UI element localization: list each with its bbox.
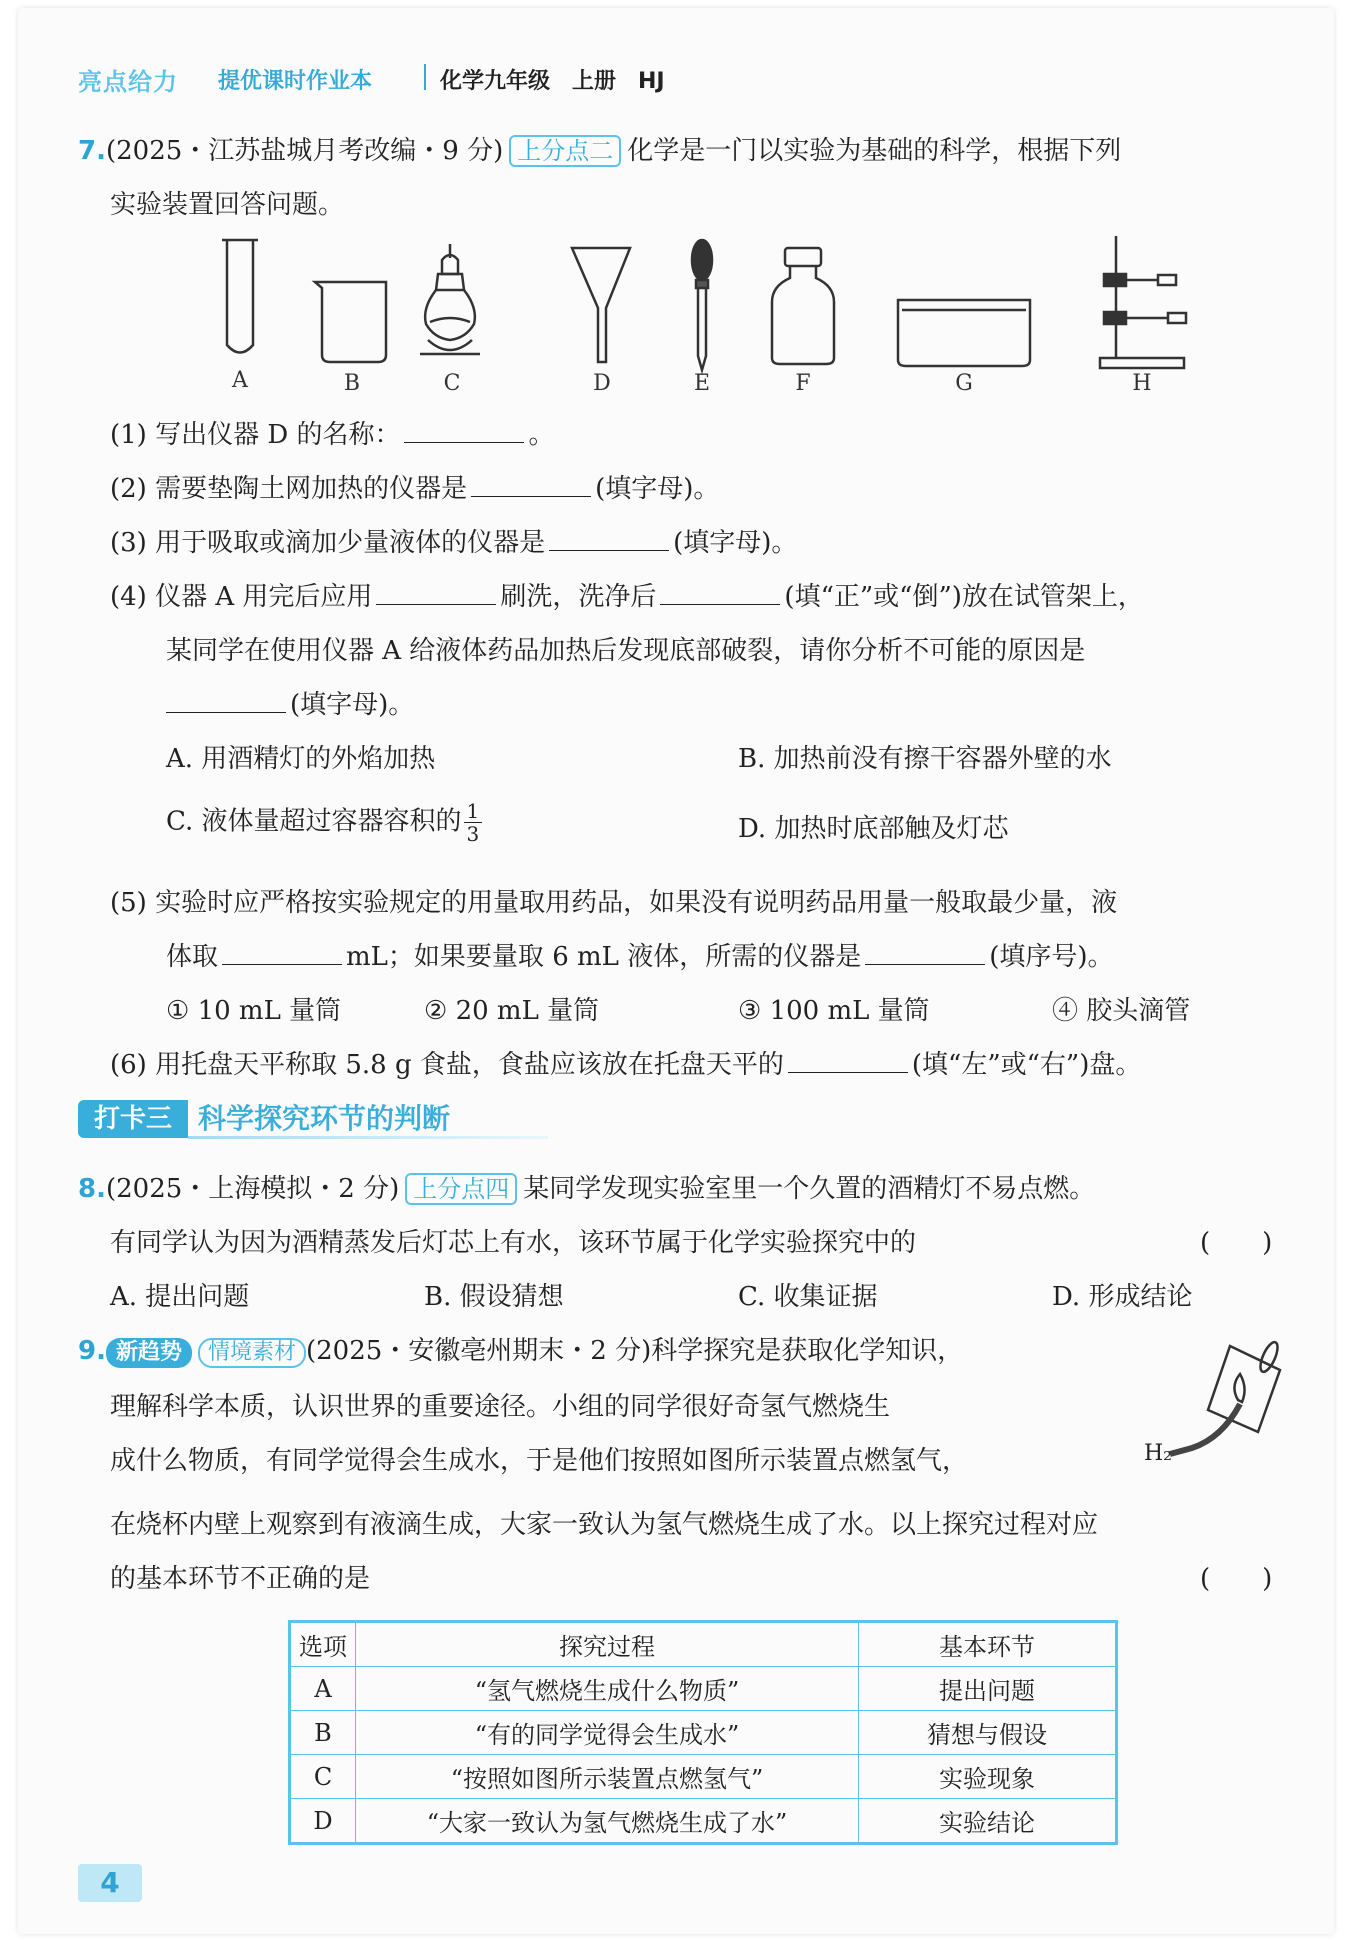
q7-sub5-b: mL；如果要量取 6 mL 液体，所需的仪器是 — [346, 942, 862, 972]
funnel-icon — [572, 248, 630, 362]
q7-sub6-a: (6) 用托盘天平称取 5.8 g 食盐，食盐应该放在托盘天平的 — [110, 1050, 784, 1080]
answer-blank[interactable] — [376, 580, 496, 605]
q7-number: 7. — [78, 136, 106, 166]
table-row — [290, 1799, 1117, 1844]
table-header-row — [290, 1622, 1117, 1667]
q7-option-c-text: C. 液体量超过容器容积的 — [166, 806, 462, 837]
label-d: D — [593, 371, 611, 396]
gas-tube-icon — [1170, 1404, 1240, 1454]
water-trough-icon — [898, 300, 1030, 366]
label-g: G — [955, 371, 973, 396]
q9-line5: 的基本环节不正确的是 — [110, 1564, 371, 1594]
q9-answer-paren[interactable]: ( ) — [1200, 1564, 1273, 1594]
beaker-icon — [315, 282, 386, 362]
inquiry-table — [288, 1620, 1118, 1845]
q7-sub3-end: (填字母)。 — [673, 528, 798, 558]
table-cell: B — [290, 1711, 356, 1755]
table-cell: 实验结论 — [859, 1799, 1117, 1844]
hydrogen-burning-figure — [1130, 1330, 1310, 1480]
q9-trend-tag: 新趋势 — [106, 1338, 192, 1368]
table-cell: “大家一致认为氢气燃烧生成了水” — [356, 1799, 859, 1844]
section-underline — [188, 1136, 548, 1139]
page-number: 4 — [78, 1864, 142, 1902]
q7-sub4 — [110, 580, 1144, 614]
answer-blank[interactable] — [865, 940, 985, 965]
q8-option-d: D. 形成结论 — [1052, 1282, 1193, 1312]
q8-tag: 上分点四 — [405, 1173, 517, 1205]
q7-sub5-choice-4: ④ 胶头滴管 — [1052, 996, 1191, 1026]
q8-option-c: C. 收集证据 — [738, 1282, 878, 1312]
q7-sub2-text: (2) 需要垫陶土网加热的仪器是 — [110, 474, 468, 504]
q7-sub1 — [110, 418, 555, 452]
q7-sub5-choice-2: ② 20 mL 量筒 — [424, 996, 600, 1026]
q7-sub6-b: (填“左”或“右”)盘。 — [911, 1050, 1142, 1080]
q9-stem — [78, 1334, 963, 1368]
q7-sub5-c: (填序号)。 — [989, 942, 1114, 972]
label-f: F — [795, 371, 811, 396]
q8-stem — [78, 1172, 1095, 1206]
label-c: C — [443, 371, 461, 396]
q7-option-b: B. 加热前没有擦干容器外壁的水 — [738, 744, 1112, 774]
label-a: A — [232, 368, 248, 393]
answer-blank[interactable] — [788, 1048, 908, 1073]
q8-number: 8. — [78, 1174, 106, 1204]
table-cell: 实验现象 — [859, 1755, 1117, 1799]
q9-number: 9. — [78, 1336, 106, 1366]
table-row — [290, 1711, 1117, 1755]
apparatus-figure — [200, 230, 1200, 400]
q7-sub4-mid: 刷洗，洗净后 — [500, 582, 657, 612]
table-cell: “有的同学觉得会生成水” — [356, 1711, 859, 1755]
q8-stem-line1: 某同学发现实验室里一个久置的酒精灯不易点燃。 — [523, 1174, 1096, 1204]
q8-option-a: A. 提出问题 — [110, 1282, 250, 1312]
iron-stand-icon — [1100, 236, 1186, 368]
q7-sub3-text: (3) 用于吸取或滴加少量液体的仪器是 — [110, 528, 546, 558]
answer-blank[interactable] — [549, 526, 669, 551]
q7-sub4-line3-text: (填字母)。 — [290, 690, 415, 720]
q7-sub5-a: 体取 — [166, 942, 219, 972]
q7-stem — [78, 134, 1121, 168]
q8-option-b: B. 假设猜想 — [424, 1282, 564, 1312]
q7-sub2-end: (填字母)。 — [595, 474, 720, 504]
answer-blank[interactable] — [471, 472, 591, 497]
answer-blank[interactable] — [404, 418, 524, 443]
table-row — [290, 1755, 1117, 1799]
answer-blank[interactable] — [222, 940, 342, 965]
brand-logo: 亮点给力 — [78, 68, 178, 96]
q9-context-tag: 情境素材 — [198, 1338, 306, 1368]
table-header-cell: 选项 — [290, 1622, 356, 1667]
q7-option-c — [166, 800, 482, 845]
answer-blank[interactable] — [660, 580, 780, 605]
q8-answer-paren[interactable]: ( ) — [1200, 1228, 1273, 1258]
q7-sub3 — [110, 526, 797, 560]
table-header-cell: 探究过程 — [356, 1622, 859, 1667]
q9-line3: 成什么物质，有同学觉得会生成水，于是他们按照如图所示装置点燃氢气， — [110, 1446, 969, 1476]
q7-sub6 — [110, 1048, 1141, 1082]
flame-icon — [1234, 1374, 1244, 1402]
alcohol-lamp-icon — [420, 244, 480, 354]
answer-blank[interactable] — [166, 688, 286, 713]
q7-sub4-line3 — [166, 688, 414, 722]
q7-source: (2025・江苏盐城月考改编・9 分) — [105, 136, 504, 166]
q7-sub4-text: (4) 仪器 A 用完后应用 — [110, 582, 373, 612]
q9-line4: 在烧杯内壁上观察到有液滴生成，大家一致认为氢气燃烧生成了水。以上探究过程对应 — [110, 1510, 1099, 1540]
dropper-icon — [692, 240, 712, 370]
q9-line2: 理解科学本质，认识世界的重要途径。小组的同学很好奇氢气燃烧生 — [110, 1392, 891, 1422]
section-title: 科学探究环节的判断 — [198, 1102, 451, 1135]
table-cell: 猜想与假设 — [859, 1711, 1117, 1755]
q7-sub5-choice-3: ③ 100 mL 量筒 — [738, 996, 930, 1026]
q7-stem-line2: 实验装置回答问题。 — [110, 190, 345, 220]
q8-stem-line2: 有同学认为因为酒精蒸发后灯芯上有水，该环节属于化学实验探究中的 — [110, 1228, 917, 1258]
table-cell: “按照如图所示装置点燃氢气” — [356, 1755, 859, 1799]
section-header — [78, 1100, 548, 1138]
table-cell: D — [290, 1799, 356, 1844]
q7-sub4-line2: 某同学在使用仪器 A 给液体药品加热后发现底部破裂，请你分析不可能的原因是 — [166, 636, 1086, 666]
grade-label: 化学九年级 上册 HJ — [440, 69, 665, 94]
q7-sub1-end: 。 — [528, 420, 555, 450]
q7-stem-line1: 化学是一门以实验为基础的科学，根据下列 — [627, 136, 1122, 166]
header-divider — [424, 64, 426, 90]
q7-option-d: D. 加热时底部触及灯芯 — [738, 814, 1009, 844]
label-e: E — [693, 371, 711, 396]
q7-tag: 上分点二 — [509, 135, 621, 167]
q7-sub1-text: (1) 写出仪器 D 的名称： — [110, 420, 401, 450]
fraction-denominator: 3 — [466, 822, 480, 846]
test-tube-icon — [222, 240, 258, 353]
table-cell: C — [290, 1755, 356, 1799]
table-cell: 提出问题 — [859, 1667, 1117, 1711]
q7-sub2 — [110, 472, 719, 506]
q9-source: (2025・安徽亳州期末・2 分)科学探究是获取化学知识， — [306, 1336, 964, 1366]
book-subtitle: 提优课时作业本 — [218, 69, 373, 94]
q8-source: (2025・上海模拟・2 分) — [105, 1174, 400, 1204]
h2-label: H₂ — [1144, 1441, 1173, 1466]
fraction-numerator: 1 — [464, 800, 483, 823]
section-label: 打卡三 — [78, 1100, 188, 1138]
table-cell: A — [290, 1667, 356, 1711]
reagent-bottle-icon — [772, 248, 834, 364]
label-b: B — [343, 371, 361, 396]
table-header-cell: 基本环节 — [859, 1622, 1117, 1667]
q7-sub5-choice-1: ① 10 mL 量筒 — [166, 996, 342, 1026]
q7-sub4-end: (填“正”或“倒”)放在试管架上， — [784, 582, 1144, 612]
table-cell: “氢气燃烧生成什么物质” — [356, 1667, 859, 1711]
q7-sub5-line2 — [166, 940, 1114, 974]
table-row — [290, 1667, 1117, 1711]
label-h: H — [1132, 371, 1152, 396]
q7-sub5-line1: (5) 实验时应严格按实验规定的用量取用药品，如果没有说明药品用量一般取最少量，液 — [110, 888, 1118, 918]
q7-option-a: A. 用酒精灯的外焰加热 — [166, 744, 436, 774]
fraction — [464, 800, 483, 845]
